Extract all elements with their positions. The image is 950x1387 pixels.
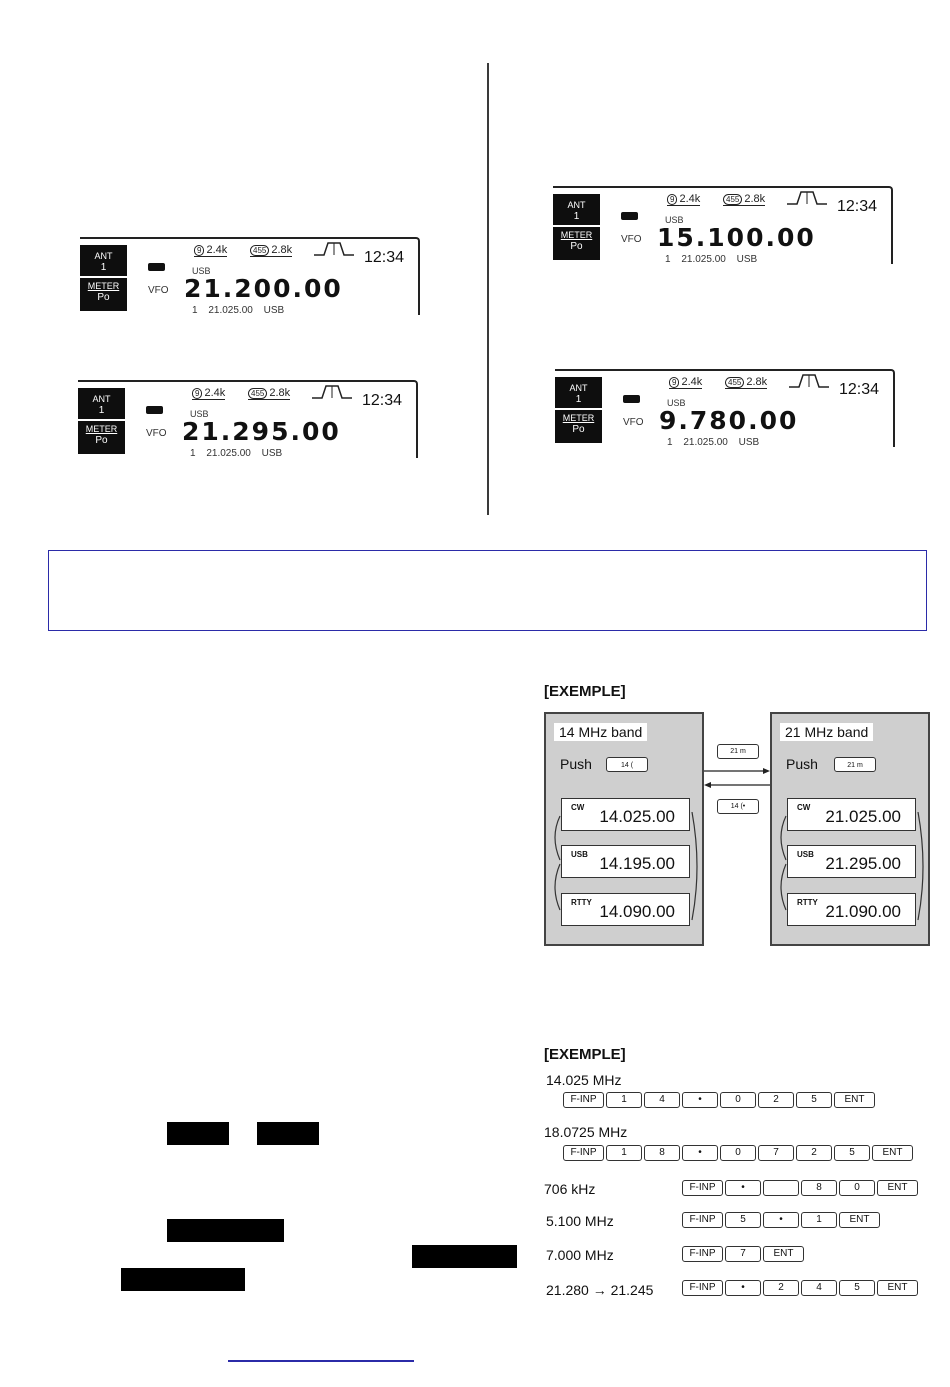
filter1-indicator bbox=[192, 387, 225, 400]
sub-readout bbox=[192, 305, 284, 316]
keypad-key[interactable]: 2 bbox=[758, 1092, 794, 1108]
mode-indicator: USB bbox=[190, 409, 209, 419]
keypad-key[interactable]: ENT bbox=[877, 1280, 918, 1296]
ant-indicator bbox=[555, 377, 602, 408]
meter-mode: Po bbox=[95, 435, 108, 446]
keypad-key[interactable]: • bbox=[682, 1145, 718, 1161]
lcd-display-3 bbox=[553, 186, 893, 264]
band-switch-arrows-icon bbox=[704, 766, 770, 790]
ant-label: ANT bbox=[94, 251, 113, 261]
band-register-rtty bbox=[787, 893, 916, 926]
keypad-key[interactable]: 5 bbox=[839, 1280, 875, 1296]
cycle-arrow-right-icon bbox=[916, 812, 930, 922]
redacted-text bbox=[257, 1122, 319, 1145]
key-14m[interactable]: 14 (• bbox=[717, 799, 759, 814]
mode-tag: RTTY bbox=[571, 898, 592, 907]
redacted-text bbox=[121, 1268, 245, 1291]
keypad-key[interactable]: • bbox=[682, 1092, 718, 1108]
meter-mode: Po bbox=[570, 241, 583, 252]
band-box-14mhz bbox=[544, 712, 704, 946]
sub-readout bbox=[665, 254, 757, 265]
keypad-key[interactable]: 1 bbox=[801, 1212, 837, 1228]
cycle-arrow-right-icon bbox=[690, 812, 704, 922]
filter1-indicator bbox=[194, 244, 227, 257]
key-21m[interactable]: 21 m bbox=[717, 744, 759, 759]
sub-readout bbox=[190, 448, 282, 459]
tx-indicator-icon bbox=[148, 263, 165, 271]
sub-mode: USB bbox=[261, 448, 283, 459]
meter-indicator bbox=[553, 227, 600, 260]
filter2-indicator bbox=[250, 244, 292, 257]
keypad-sequence bbox=[682, 1280, 918, 1296]
redacted-text bbox=[412, 1245, 517, 1268]
mode-tag: CW bbox=[571, 803, 585, 812]
passband-icon bbox=[314, 241, 354, 257]
keypad-key[interactable] bbox=[763, 1180, 799, 1196]
meter-label: METER bbox=[560, 230, 593, 240]
underline-link[interactable] bbox=[228, 1360, 414, 1362]
main-frequency: 15.100.00 bbox=[657, 223, 816, 252]
tx-indicator-icon bbox=[621, 212, 638, 220]
filter-tag: 9 bbox=[669, 377, 679, 388]
tx-indicator-icon bbox=[623, 395, 640, 403]
filter-tag: 9 bbox=[192, 388, 202, 399]
filter2-indicator bbox=[723, 193, 765, 206]
keypad-key[interactable]: 5 bbox=[725, 1212, 761, 1228]
band-box-21mhz bbox=[770, 712, 930, 946]
lcd-display-4 bbox=[555, 369, 895, 447]
keypad-sequence bbox=[682, 1246, 804, 1262]
ant-label: ANT bbox=[569, 383, 588, 393]
sub-channel: 1 bbox=[667, 437, 673, 448]
meter-indicator bbox=[78, 421, 125, 454]
meter-label: METER bbox=[562, 413, 595, 423]
keypad-key[interactable]: ENT bbox=[872, 1145, 913, 1161]
keypad-key[interactable]: 4 bbox=[801, 1280, 837, 1296]
keypad-key[interactable]: ENT bbox=[834, 1092, 875, 1108]
clock: 12:34 bbox=[839, 381, 880, 398]
filter2-indicator bbox=[725, 376, 767, 389]
main-frequency: 21.295.00 bbox=[182, 417, 341, 446]
register-freq: 14.090.00 bbox=[599, 902, 675, 921]
meter-indicator bbox=[80, 278, 127, 311]
keypad-key[interactable]: F-INP bbox=[682, 1212, 723, 1228]
vfo-label: VFO bbox=[621, 234, 642, 245]
keypad-sequence bbox=[563, 1145, 913, 1161]
main-frequency: 9.780.00 bbox=[659, 406, 799, 435]
sub-mode: USB bbox=[263, 305, 285, 316]
band-name: 14 MHz band bbox=[554, 723, 647, 741]
mode-tag: RTTY bbox=[797, 898, 818, 907]
meter-indicator bbox=[555, 410, 602, 443]
ant-number: 1 bbox=[573, 211, 580, 222]
keypad-example-label: 5.100 MHz bbox=[546, 1213, 614, 1229]
band-example-title: [EXEMPLE] bbox=[544, 683, 626, 700]
passband-icon bbox=[789, 373, 829, 389]
keypad-key[interactable]: 4 bbox=[644, 1092, 680, 1108]
filter-width: 2.8k bbox=[746, 376, 768, 388]
vfo-label: VFO bbox=[148, 285, 169, 296]
ant-indicator bbox=[80, 245, 127, 276]
lcd-display-2 bbox=[78, 380, 418, 458]
note-box bbox=[48, 550, 927, 631]
band-register-usb bbox=[561, 845, 690, 878]
keypad-key[interactable]: 5 bbox=[796, 1092, 832, 1108]
keypad-key[interactable]: 2 bbox=[796, 1145, 832, 1161]
keypad-example-label: 18.0725 MHz bbox=[544, 1124, 628, 1140]
redacted-text bbox=[167, 1219, 284, 1242]
ant-number: 1 bbox=[100, 262, 107, 273]
vfo-label: VFO bbox=[623, 417, 644, 428]
ant-label: ANT bbox=[92, 394, 111, 404]
keypad-example-label: 7.000 MHz bbox=[546, 1247, 614, 1263]
sub-frequency: 21.025.00 bbox=[208, 305, 253, 316]
register-freq: 21.295.00 bbox=[825, 854, 901, 873]
keypad-key[interactable]: 8 bbox=[644, 1145, 680, 1161]
keypad-key[interactable]: 1 bbox=[606, 1092, 642, 1108]
keypad-example-label: 706 kHz bbox=[544, 1181, 596, 1197]
clock: 12:34 bbox=[364, 249, 405, 266]
filter-tag: 9 bbox=[194, 245, 204, 256]
sub-frequency: 21.025.00 bbox=[206, 448, 251, 459]
sub-channel: 1 bbox=[665, 254, 671, 265]
clock: 12:34 bbox=[837, 198, 878, 215]
cycle-arrow-left-icon bbox=[774, 812, 788, 922]
filter-tag: 455 bbox=[250, 245, 269, 256]
ant-number: 1 bbox=[575, 394, 582, 405]
filter-width: 2.8k bbox=[271, 244, 293, 256]
filter-width: 2.4k bbox=[679, 193, 701, 205]
sub-channel: 1 bbox=[192, 305, 198, 316]
keypad-key[interactable]: 0 bbox=[839, 1180, 875, 1196]
keypad-key[interactable]: F-INP bbox=[563, 1145, 604, 1161]
filter-width: 2.4k bbox=[206, 244, 228, 256]
keypad-key[interactable]: ENT bbox=[877, 1180, 918, 1196]
meter-mode: Po bbox=[572, 424, 585, 435]
keypad-sequence bbox=[682, 1212, 880, 1228]
filter-width: 2.8k bbox=[269, 387, 291, 399]
keypad-example-label: 21.280 → 21.245 bbox=[546, 1282, 654, 1298]
keypad-key[interactable]: ENT bbox=[763, 1246, 804, 1262]
filter-width: 2.4k bbox=[204, 387, 226, 399]
keypad-key[interactable]: 7 bbox=[758, 1145, 794, 1161]
band-register-rtty bbox=[561, 893, 690, 926]
cycle-arrow-left-icon bbox=[548, 812, 562, 922]
band-register-cw bbox=[561, 798, 690, 831]
keypad-example-title: [EXEMPLE] bbox=[544, 1046, 626, 1063]
keypad-key[interactable]: ENT bbox=[839, 1212, 880, 1228]
keypad-key[interactable]: 2 bbox=[763, 1280, 799, 1296]
sub-readout bbox=[667, 437, 759, 448]
filter-tag: 455 bbox=[723, 194, 742, 205]
filter2-indicator bbox=[248, 387, 290, 400]
sub-mode: USB bbox=[738, 437, 760, 448]
register-freq: 14.195.00 bbox=[599, 854, 675, 873]
meter-label: METER bbox=[87, 281, 120, 291]
push-label: Push bbox=[786, 756, 818, 772]
keypad-key[interactable]: • bbox=[763, 1212, 799, 1228]
ant-number: 1 bbox=[98, 405, 105, 416]
keypad-key[interactable]: • bbox=[725, 1180, 761, 1196]
keypad-sequence bbox=[682, 1180, 918, 1196]
mode-indicator: USB bbox=[665, 215, 684, 225]
keypad-example-label: 14.025 MHz bbox=[546, 1072, 622, 1088]
mode-indicator: USB bbox=[192, 266, 211, 276]
mode-tag: CW bbox=[797, 803, 811, 812]
band-register-cw bbox=[787, 798, 916, 831]
keypad-key[interactable]: 8 bbox=[801, 1180, 837, 1196]
filter1-indicator bbox=[667, 193, 700, 206]
keypad-key[interactable]: 5 bbox=[834, 1145, 870, 1161]
keypad-key[interactable]: F-INP bbox=[682, 1180, 723, 1196]
main-frequency: 21.200.00 bbox=[184, 274, 343, 303]
filter-width: 2.8k bbox=[744, 193, 766, 205]
column-divider bbox=[487, 63, 489, 515]
keypad-key[interactable]: F-INP bbox=[682, 1246, 723, 1262]
filter1-indicator bbox=[669, 376, 702, 389]
meter-mode: Po bbox=[97, 292, 110, 303]
keypad-sequence bbox=[563, 1092, 875, 1108]
band-key-21[interactable]: 21 m bbox=[834, 757, 876, 772]
sub-mode: USB bbox=[736, 254, 758, 265]
keypad-key[interactable]: 0 bbox=[720, 1092, 756, 1108]
keypad-key[interactable]: • bbox=[725, 1280, 761, 1296]
sub-frequency: 21.025.00 bbox=[681, 254, 726, 265]
filter-tag: 9 bbox=[667, 194, 677, 205]
keypad-key[interactable]: 7 bbox=[725, 1246, 761, 1262]
keypad-key[interactable]: 0 bbox=[720, 1145, 756, 1161]
push-label: Push bbox=[560, 756, 592, 772]
clock: 12:34 bbox=[362, 392, 403, 409]
register-freq: 14.025.00 bbox=[599, 807, 675, 826]
meter-label: METER bbox=[85, 424, 118, 434]
sub-frequency: 21.025.00 bbox=[683, 437, 728, 448]
keypad-key[interactable]: 1 bbox=[606, 1145, 642, 1161]
register-freq: 21.090.00 bbox=[825, 902, 901, 921]
lcd-display-1 bbox=[80, 237, 420, 315]
ant-indicator bbox=[553, 194, 600, 225]
band-register-usb bbox=[787, 845, 916, 878]
passband-icon bbox=[787, 190, 827, 206]
keypad-key[interactable]: F-INP bbox=[563, 1092, 604, 1108]
band-key-14[interactable]: 14 ( bbox=[606, 757, 648, 772]
mode-tag: USB bbox=[797, 850, 814, 859]
redacted-text bbox=[167, 1122, 229, 1145]
passband-icon bbox=[312, 384, 352, 400]
keypad-key[interactable]: F-INP bbox=[682, 1280, 723, 1296]
filter-width: 2.4k bbox=[681, 376, 703, 388]
vfo-label: VFO bbox=[146, 428, 167, 439]
ant-label: ANT bbox=[567, 200, 586, 210]
mode-tag: USB bbox=[571, 850, 588, 859]
tx-indicator-icon bbox=[146, 406, 163, 414]
band-name: 21 MHz band bbox=[780, 723, 873, 741]
mode-indicator: USB bbox=[667, 398, 686, 408]
ant-indicator bbox=[78, 388, 125, 419]
filter-tag: 455 bbox=[725, 377, 744, 388]
filter-tag: 455 bbox=[248, 388, 267, 399]
register-freq: 21.025.00 bbox=[825, 807, 901, 826]
sub-channel: 1 bbox=[190, 448, 196, 459]
